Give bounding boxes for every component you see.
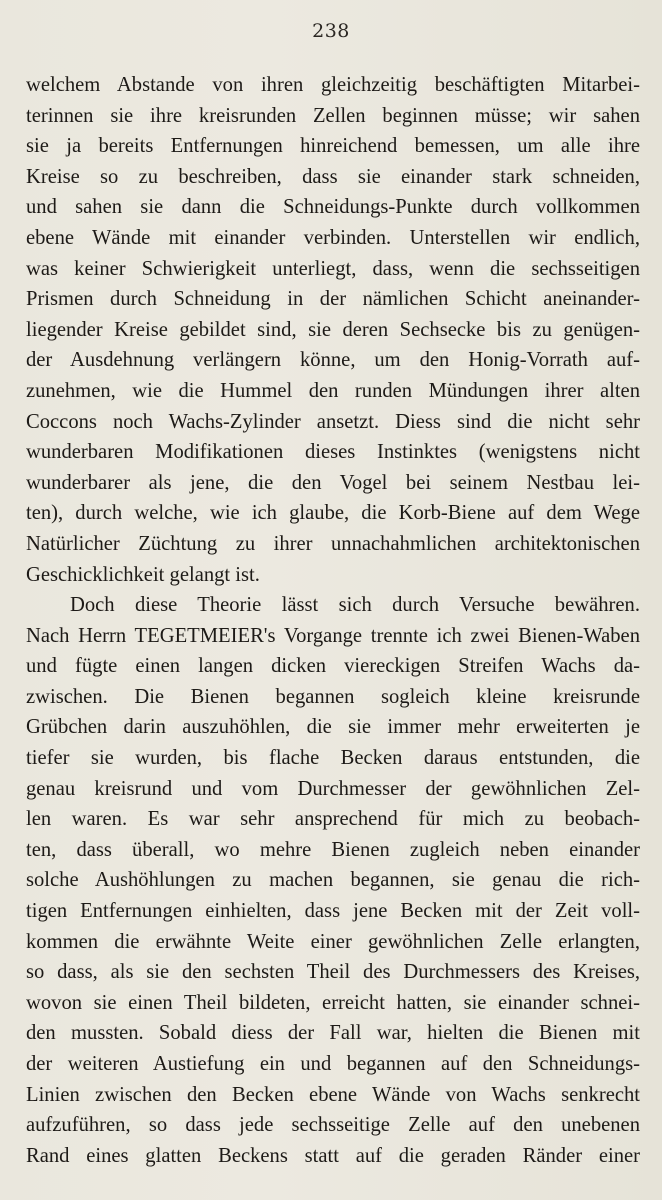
text-line: wunderbarer als jene, die den Vogel bei seinem Nestbau lei- (26, 471, 640, 494)
text-line: Doch diese Theorie lässt sich durch Versuche bewähren. (70, 594, 640, 616)
text-line: zunehmen, wie die Hummel den runden Mündungen ihrer alten (26, 379, 640, 402)
text-line: wovon sie einen Theil bildeten, erreicht hatten, sie einander schnei- (26, 991, 640, 1014)
page-number: 238 (312, 20, 350, 42)
text-line: ebene Wände mit einander verbinden. Unterstellen wir endlich, (26, 226, 640, 249)
text-line: so dass, als sie den sechsten Theil des Durchmessers des Kreises, (26, 961, 640, 984)
text-line: und sahen sie dann die Schneidungs-Punkte durch vollkommen (26, 196, 640, 219)
text-line: genau kreisrund und vom Durchmesser der gewöhnlichen Zel- (26, 777, 640, 800)
text-line: tigen Entfernungen einhielten, dass jene Becken mit der Zeit voll- (26, 899, 640, 922)
text-line: aufzuführen, so dass jede sechsseitige Zelle auf den unebenen (26, 1114, 640, 1137)
text-line: tiefer sie wurden, bis flache Becken daraus entstunden, die (26, 746, 640, 769)
paragraph-1 (26, 70, 640, 590)
text-line: Rand eines glatten Beckens statt auf die geraden Ränder einer (26, 1144, 640, 1167)
text-line: kommen die erwähnte Weite einer gewöhnlichen Zelle erlangten, (26, 930, 640, 953)
text-line: solche Aushöhlungen zu machen begannen, sie genau die rich- (26, 869, 640, 892)
text-line: sie ja bereits Entfernungen hinreichend bemessen, um alle ihre (26, 135, 640, 158)
text-line: ten), durch welche, wie ich glaube, die Korb-Biene auf dem Wege (26, 502, 640, 525)
text-line: der weiteren Austiefung ein und begannen auf den Schneidungs- (26, 1052, 640, 1075)
text-line: Coccons noch Wachs-Zylinder ansetzt. Diess sind die nicht sehr (26, 410, 640, 433)
text-line: wunderbaren Modifikationen dieses Instinktes (wenigstens nicht (26, 441, 640, 464)
paragraph-2 (26, 590, 640, 1171)
text-line: den mussten. Sobald diess der Fall war, hielten die Bienen mit (26, 1022, 640, 1045)
text-line: welchem Abstande von ihren gleichzeitig beschäftigten Mitarbei- (26, 74, 640, 96)
text-line: zwischen. Die Bienen begannen sogleich kleine kreisrunde (26, 685, 640, 708)
text-line: Kreise so zu beschreiben, dass sie einander stark schneiden, (26, 165, 640, 188)
text-line: Natürlicher Züchtung zu ihrer unnachahmlichen architektonischen (26, 532, 640, 555)
text-line: der Ausdehnung verlängern könne, um den Honig-Vorrath auf- (26, 349, 640, 372)
text-line: Grübchen darin auszuhöhlen, die sie immer mehr erweiterten je (26, 716, 640, 739)
text-line: Nach Herrn TEGETMEIER's Vorgange trennte ich zwei Bienen-Waben (26, 624, 640, 647)
text-line: ten, dass überall, wo mehre Bienen zugleich neben einander (26, 838, 640, 861)
text-line: len waren. Es war sehr ansprechend für mich zu beobach- (26, 808, 640, 831)
text-line: Prismen durch Schneidung in der nämlichen Schicht aneinander- (26, 288, 640, 311)
text-line: terinnen sie ihre kreisrunden Zellen beginnen müsse; wir sahen (26, 104, 640, 127)
text-line: und fügte einen langen dicken viereckigen Streifen Wachs da- (26, 655, 640, 678)
text-line: was keiner Schwierigkeit unterliegt, dass, wenn die sechsseitigen (26, 257, 640, 280)
text-line: Linien zwischen den Becken ebene Wände von Wachs senkrecht (26, 1083, 640, 1106)
text-line: liegender Kreise gebildet sind, sie deren Sechsecke bis zu genügen- (26, 318, 640, 341)
text-line: Geschicklichkeit gelangt ist. (26, 563, 260, 586)
